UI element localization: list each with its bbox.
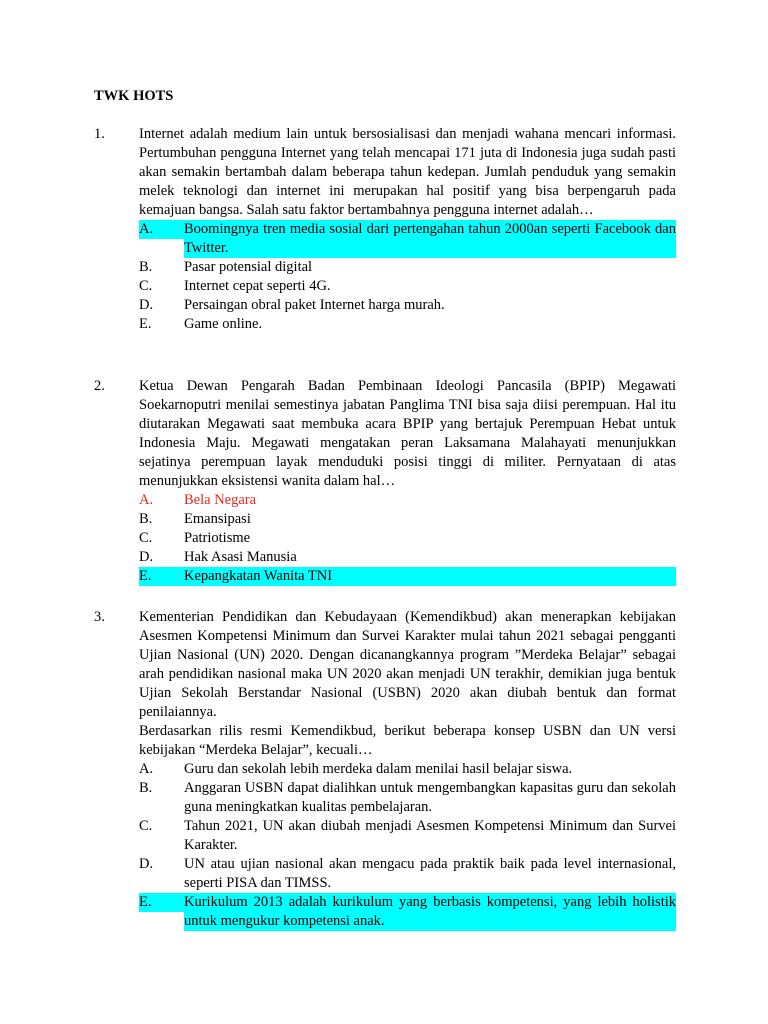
option-letter: A. [139, 761, 154, 777]
options-list [139, 491, 676, 586]
option-text: Hak Asasi Manusia [184, 549, 297, 565]
option-d[interactable] [139, 548, 676, 567]
option-letter: C. [139, 818, 153, 834]
question-text: Kementerian Pendidikan dan Kebudayaan (Kemendikbud) akan menerapkan kebijakan Asesmen Kompetensi Minimum dan Survei Karakter mulai tahun 2021 sebagai pengganti Ujian Nasional (UN) 2020. Dengan dicanangkannya program ”Merdeka Belajar” sebagai arah pendidikan nasional maka UN 2020 akan menjadi UN terakhir, demikian juga bentuk Ujian Sekolah Berstandar Nasional (USBN) 2020 akan diubah bentuk dan format penilaiannya. Berdasarkan rilis resmi Kemendikbud, berikut beberapa konsep USBN dan UN versi kebijakan “Merdeka Belajar”, kecuali… [139, 609, 676, 758]
option-text: Bela Negara [184, 492, 257, 508]
option-b[interactable] [139, 258, 676, 277]
question-text: Ketua Dewan Pengarah Badan Pembinaan Ideologi Pancasila (BPIP) Megawati Soekarnoputri menilai semestinya jabatan Panglima TNI bisa saja diisi perempuan. Hal itu diutarakan Megawati saat membuka acara BPIP yang bertajuk Perempuan Hebat untuk Indonesia Maju. Megawati mengatakan peran Laksamana Malahayati menunjukkan sejatinya perempuan layak menduduki posisi tinggi di militer. Pernyataan di atas menunjukkan eksistensi wanita dalam hal… [139, 378, 676, 489]
question-3 [94, 608, 676, 931]
options-list [139, 220, 676, 334]
option-text: Kepangkatan Wanita TNI [184, 567, 676, 586]
option-letter: D. [139, 549, 154, 565]
option-letter: C. [139, 530, 153, 546]
question-number: 3. [94, 609, 105, 625]
option-c[interactable] [139, 277, 676, 296]
option-d[interactable] [139, 855, 676, 893]
document-title: TWK HOTS [94, 88, 174, 104]
option-c[interactable] [139, 817, 676, 855]
option-text: Kurikulum 2013 adalah kurikulum yang berbasis kompetensi, yang lebih holistik untuk mengukur kompetensi anak. [184, 894, 676, 929]
option-e[interactable] [139, 893, 676, 931]
question-1 [94, 125, 676, 334]
question-2 [94, 377, 676, 586]
option-letter: D. [139, 856, 154, 872]
option-text: Internet cepat seperti 4G. [184, 278, 331, 294]
option-b[interactable] [139, 510, 676, 529]
option-a[interactable] [139, 760, 676, 779]
option-letter: A. [139, 220, 184, 239]
option-text: Tahun 2021, UN akan diubah menjadi Asesmen Kompetensi Minimum dan Survei Karakter. [184, 818, 676, 853]
option-text: Game online. [184, 316, 263, 332]
option-c[interactable] [139, 529, 676, 548]
option-text: Emansipasi [184, 511, 251, 527]
option-e[interactable] [139, 567, 676, 586]
option-letter: E. [139, 316, 152, 332]
question-number: 2. [94, 378, 105, 394]
option-letter: B. [139, 780, 153, 796]
option-e[interactable] [139, 315, 676, 334]
option-text: Guru dan sekolah lebih merdeka dalam menilai hasil belajar siswa. [184, 761, 573, 777]
question-text: Internet adalah medium lain untuk bersosialisasi dan menjadi wahana mencari informasi. Pertumbuhan pengguna Internet yang telah mencapai 171 juta di Indonesia juga sudah pasti akan semakin bertambah dalam beberapa tahun kedepan. Jumlah penduduk yang semakin melek teknologi dan internet ini merupakan hal positif yang bisa berpengaruh pada kemajuan bangsa. Salah satu faktor bertambahnya pengguna internet adalah… [139, 126, 676, 218]
option-text: Patriotisme [184, 530, 251, 546]
option-b[interactable] [139, 779, 676, 817]
option-letter: B. [139, 259, 153, 275]
options-list [139, 760, 676, 931]
option-letter: E. [139, 567, 184, 586]
option-d[interactable] [139, 296, 676, 315]
option-letter: D. [139, 297, 154, 313]
option-text: UN atau ujian nasional akan mengacu pada praktik baik pada level internasional, seperti PISA dan TIMSS. [184, 856, 676, 891]
option-letter: C. [139, 278, 153, 294]
option-text: Anggaran USBN dapat dialihkan untuk mengembangkan kapasitas guru dan sekolah guna meningkatkan kualitas pembelajaran. [184, 780, 676, 815]
option-letter: A. [139, 492, 154, 508]
option-text: Persaingan obral paket Internet harga murah. [184, 297, 445, 313]
option-text: Pasar potensial digital [184, 259, 313, 275]
question-prompt: Berdasarkan rilis resmi Kemendikbud, berikut beberapa konsep USBN dan UN versi kebijakan “Merdeka Belajar”, kecuali… [139, 723, 676, 758]
question-number: 1. [94, 126, 105, 142]
option-text: Boomingnya tren media sosial dari pertengahan tahun 2000an seperti Facebook dan Twitter. [184, 221, 676, 256]
option-letter: E. [139, 893, 184, 912]
option-a[interactable] [139, 220, 676, 258]
option-letter: B. [139, 511, 153, 527]
option-a[interactable] [139, 491, 676, 510]
